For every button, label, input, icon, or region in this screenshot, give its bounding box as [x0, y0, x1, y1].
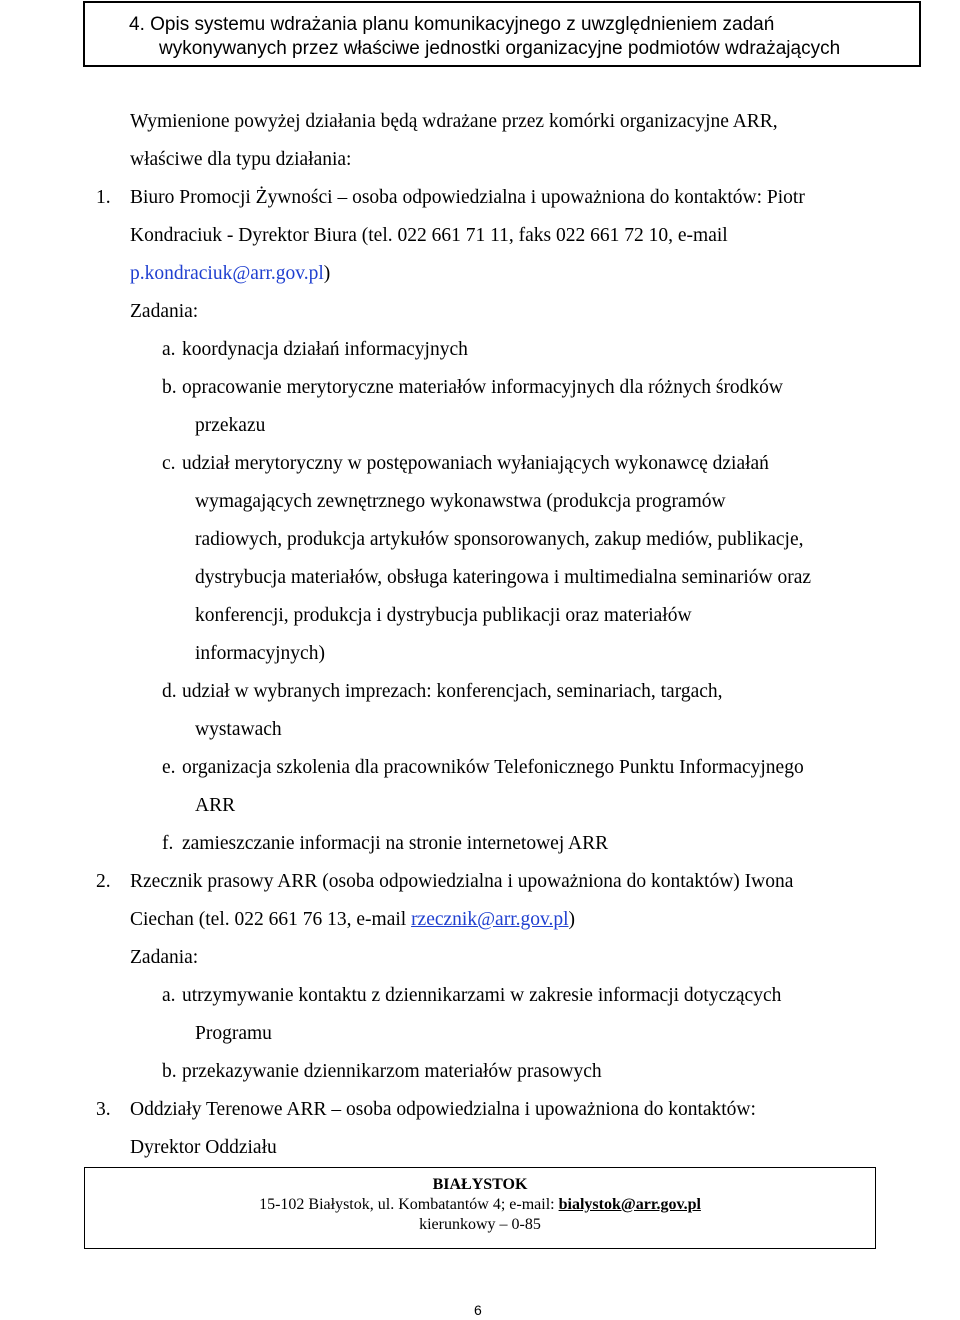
item-3-line-1: Oddziały Terenowe ARR – osoba odpowiedzialna i upoważniona do kontaktów:: [130, 1099, 756, 1120]
section-heading-line-1: 4. Opis systemu wdrażania planu komunikacyjnego z uwzględnieniem zadań: [129, 14, 775, 35]
item-1-task-f-text: zamieszczanie informacji na stronie internetowej ARR: [182, 833, 609, 854]
item-1-task-c-line-2: wymagających zewnętrznego wykonawstwa (produkcja programów: [195, 491, 726, 512]
item-1-task-c-line-3: radiowych, produkcja artykułów sponsorowanych, zakup mediów, publikacje,: [195, 529, 804, 550]
item-1-task-a-letter: a.: [162, 339, 176, 360]
item-1-task-b-line-1: opracowanie merytoryczne materiałów informacyjnych dla różnych środków: [182, 377, 784, 398]
item-1-task-d-line-1: udział w wybranych imprezach: konferencjach, seminariach, targach,: [182, 681, 723, 702]
item-3-number: 3.: [96, 1099, 111, 1120]
item-1-task-b-line-2: przekazu: [195, 415, 266, 436]
item-1-task-d-line-2: wystawach: [195, 719, 282, 740]
item-2-task-b-letter: b.: [162, 1061, 177, 1082]
item-1-email-link[interactable]: p.kondraciuk@arr.gov.pl: [130, 263, 324, 284]
item-1-task-c-letter: c.: [162, 453, 176, 474]
branch-address-line: [85, 1195, 875, 1215]
section-heading-line-2: wykonywanych przez właściwe jednostki organizacyjne podmiotów wdrażających: [159, 38, 841, 59]
intro-line-2: właściwe dla typu działania:: [130, 149, 352, 170]
item-1-task-a-text: koordynacja działań informacyjnych: [182, 339, 468, 360]
branch-phone: kierunkowy – 0-85: [419, 1216, 541, 1233]
page-number: 6: [474, 1302, 482, 1318]
item-1-email-close: ): [323, 263, 331, 284]
item-2-line-2-text: Ciechan (tel. 022 661 76 13, e-mail: [130, 909, 412, 930]
item-1-task-c-line-4: dystrybucja materiałów, obsługa kateringowa i multimedialna seminariów oraz: [195, 567, 812, 588]
item-1-number: 1.: [96, 187, 111, 208]
item-1-task-e-line-2: ARR: [195, 795, 236, 816]
branch-email-link[interactable]: bialystok@arr.gov.pl: [558, 1196, 701, 1213]
item-2-email-close: ): [568, 909, 576, 930]
item-2-task-a-line-1: utrzymywanie kontaktu z dziennikarzami w zakresie informacji dotyczących: [182, 985, 782, 1006]
item-1-task-f-letter: f.: [162, 833, 174, 854]
item-1-task-c-line-5: konferencji, produkcja i dystrybucja publikacji oraz materiałów: [195, 605, 692, 626]
item-1-line-2: Kondraciuk - Dyrektor Biura (tel. 022 661 71 11, faks 022 661 72 10, e-mail: [130, 225, 728, 246]
intro-line-1: Wymienione powyżej działania będą wdrażane przez komórki organizacyjne ARR,: [130, 111, 778, 132]
item-2-task-a-letter: a.: [162, 985, 176, 1006]
item-1-task-d-letter: d.: [162, 681, 177, 702]
item-2-line-2: [130, 908, 575, 932]
branch-address: 15-102 Białystok, ul. Kombatantów 4; e-mail:: [259, 1196, 559, 1213]
item-1-email-line: [130, 262, 330, 286]
item-2-task-b-text: przekazywanie dziennikarzom materiałów prasowych: [182, 1061, 602, 1082]
item-2-tasks-label: Zadania:: [130, 947, 199, 968]
item-2-email-link[interactable]: rzecznik@arr.gov.pl: [411, 909, 569, 930]
branch-contact-box: [84, 1167, 876, 1249]
item-1-task-e-line-1: organizacja szkolenia dla pracowników Telefonicznego Punktu Informacyjnego: [182, 757, 804, 778]
item-1-line-1: Biuro Promocji Żywności – osoba odpowiedzialna i upoważniona do kontaktów: Piotr: [130, 187, 805, 208]
item-1-task-c-line-6: informacyjnych): [195, 643, 325, 664]
item-1-task-c-line-1: udział merytoryczny w postępowaniach wyłaniających wykonawcę działań: [182, 453, 769, 474]
item-3-line-2: Dyrektor Oddziału: [130, 1137, 277, 1158]
item-1-tasks-label: Zadania:: [130, 301, 199, 322]
item-1-task-e-letter: e.: [162, 757, 176, 778]
item-2-task-a-line-2: Programu: [195, 1023, 272, 1044]
item-1-task-b-letter: b.: [162, 377, 177, 398]
item-2-line-1: Rzecznik prasowy ARR (osoba odpowiedzialna i upoważniona do kontaktów) Iwona: [130, 871, 794, 892]
branch-city: BIAŁYSTOK: [432, 1176, 528, 1193]
item-2-number: 2.: [96, 871, 111, 892]
section-heading-box: [83, 1, 921, 67]
